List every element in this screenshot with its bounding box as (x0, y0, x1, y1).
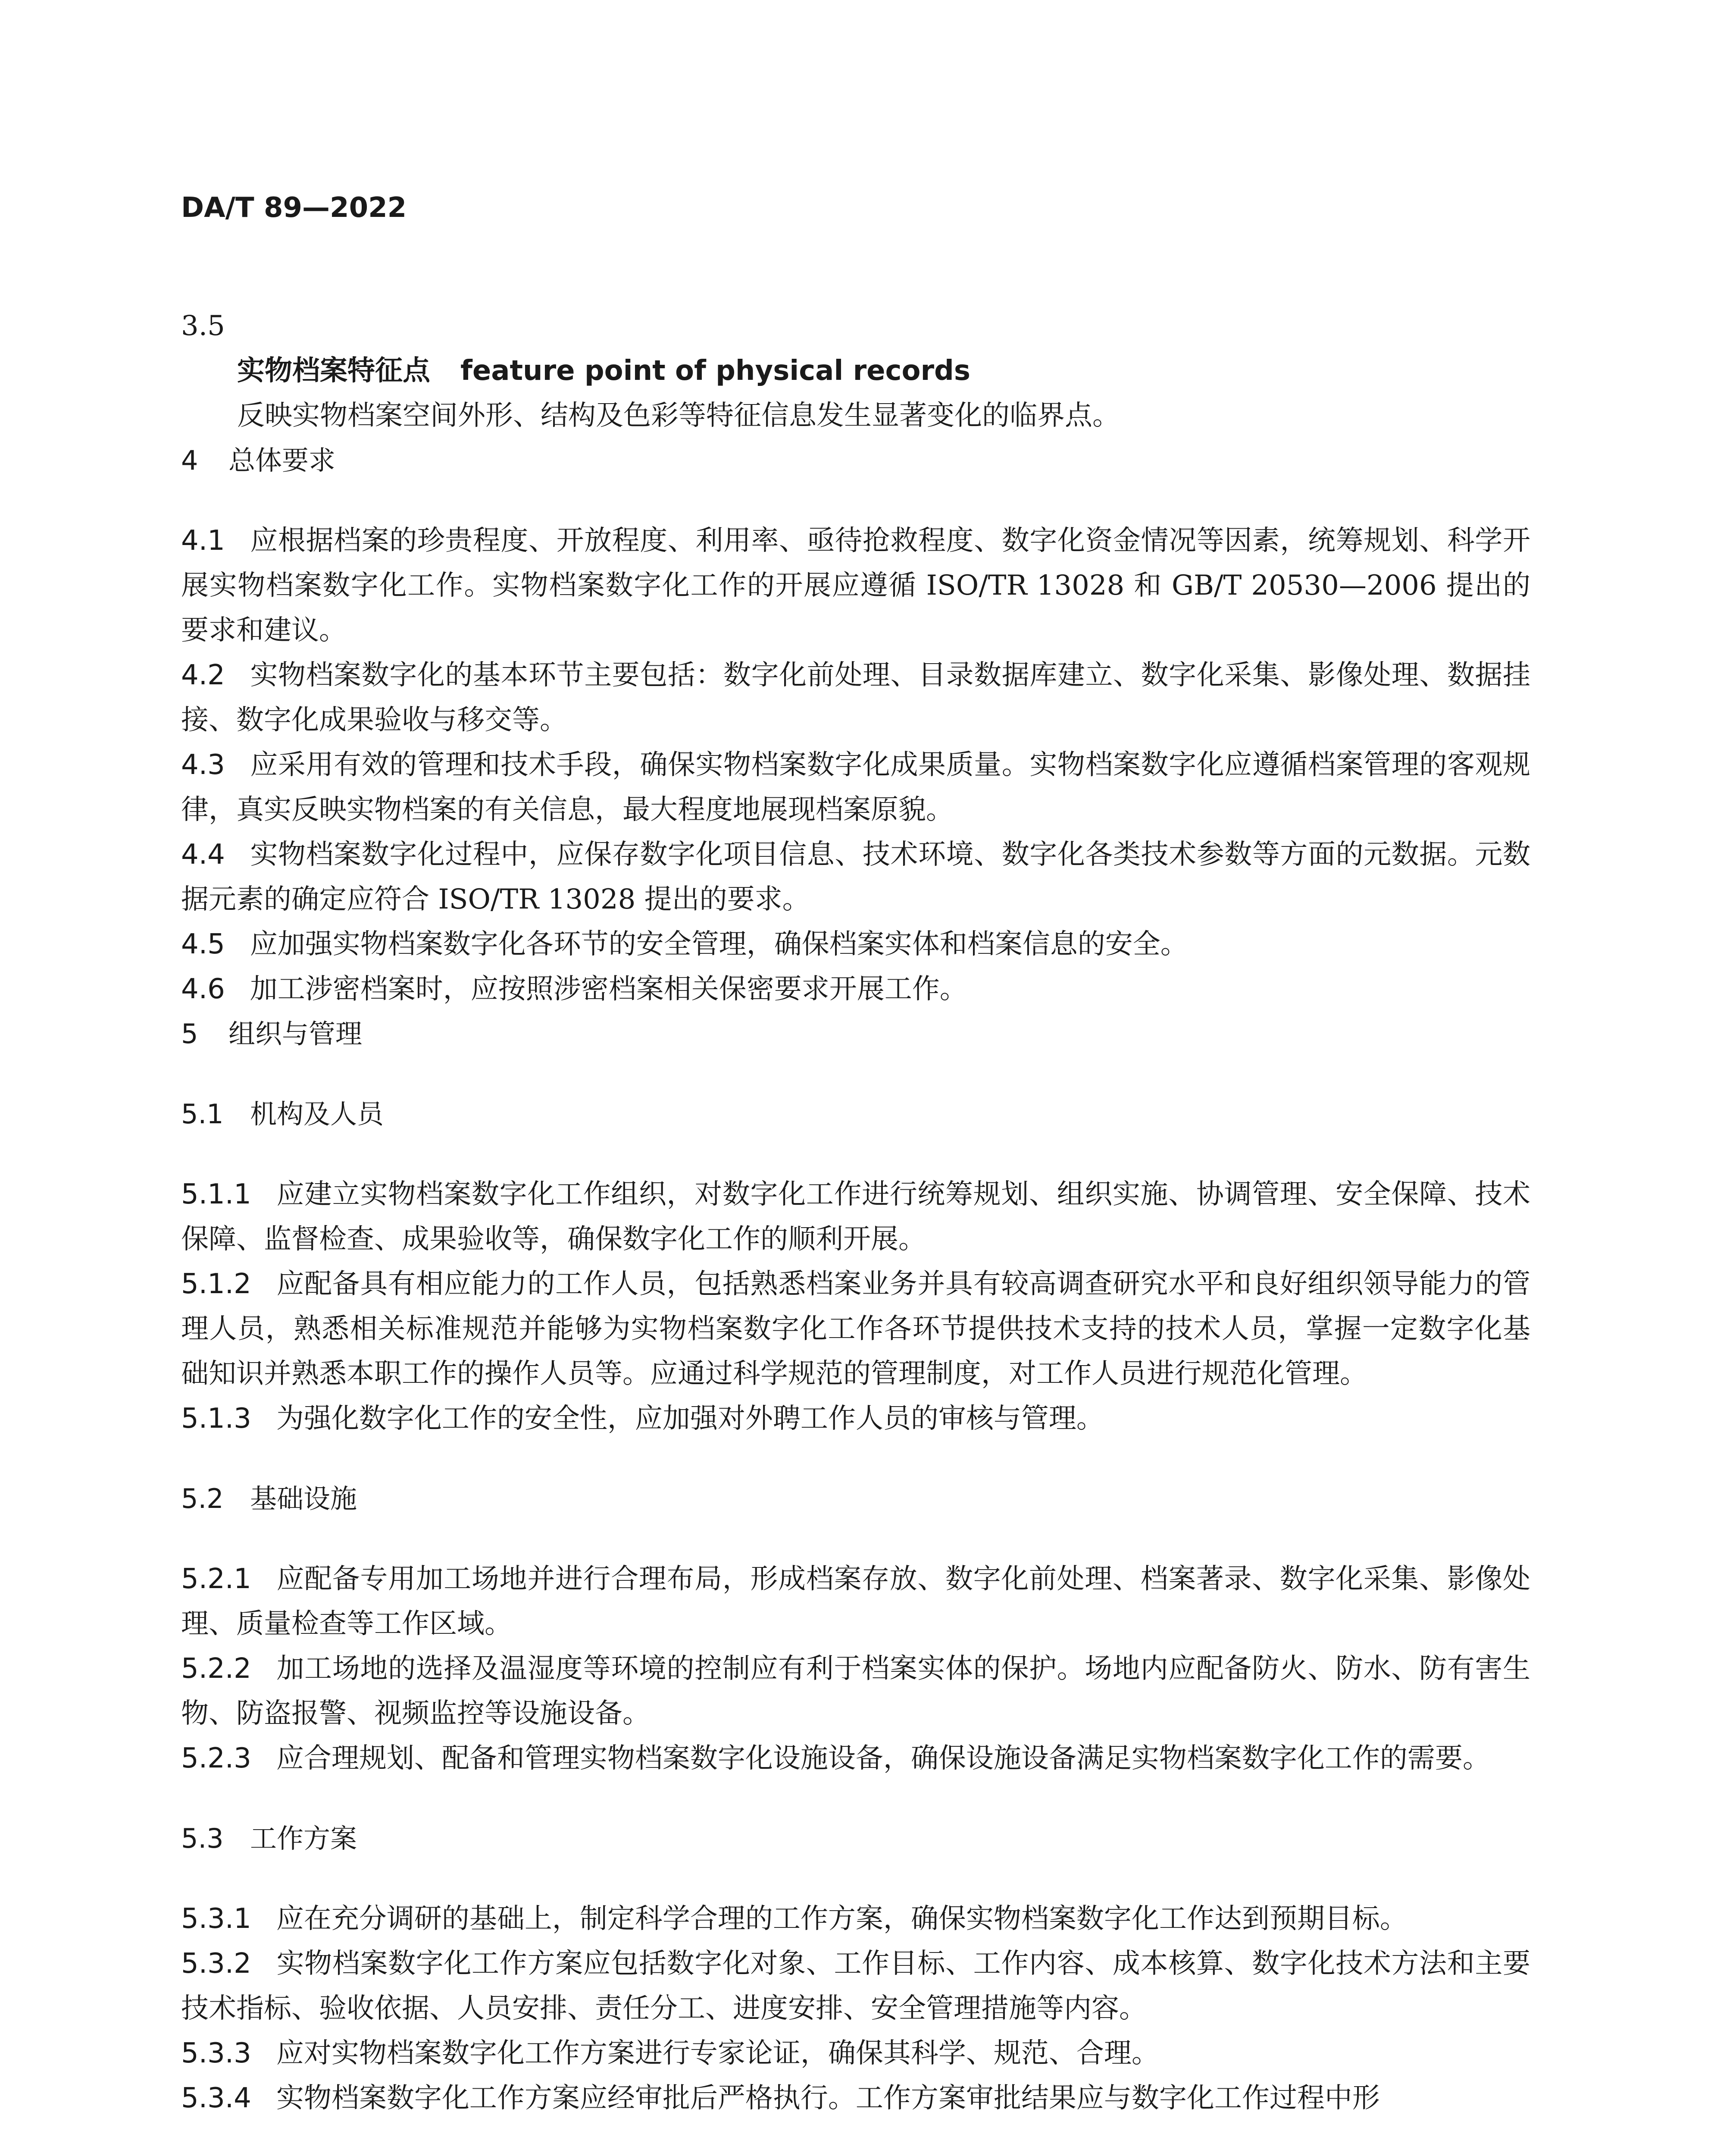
clause-text: 应加强实物档案数字化各环节的安全管理，确保档案实体和档案信息的安全。 (250, 928, 1188, 960)
clause-paragraph (181, 1396, 1530, 1441)
subsection-title: 机构及人员 (250, 1098, 384, 1130)
section-number: 4 (181, 445, 198, 476)
clause-paragraph (181, 1896, 1530, 1941)
subsection-heading (181, 1092, 1530, 1137)
clause-number: 4.6 (181, 973, 225, 1005)
clause-text: 应根据档案的珍贵程度、开放程度、利用率、亟待抢救程度、数字化资金情况等因素，统筹规划、科学开展实物档案数字化工作。实物档案数字化工作的开展应遵循 ISO/TR 13028 和 GB/T 20530—2006 提出的要求和建议。 (181, 525, 1530, 646)
clause-number: 4.5 (181, 928, 225, 960)
definition-term (181, 348, 1530, 393)
clause-text: 加工场地的选择及温湿度等环境的控制应有利于档案实体的保护。场地内应配备防火、防水、防有害生物、防盗报警、视频监控等设施设备。 (181, 1653, 1530, 1730)
clause-paragraph (181, 922, 1530, 967)
subsection-number: 5.1 (181, 1098, 224, 1130)
subsection-number: 5.2 (181, 1483, 224, 1514)
clause-number: 5.2.3 (181, 1742, 251, 1774)
clause-number: 4.4 (181, 839, 225, 871)
clause-paragraph (181, 1646, 1530, 1736)
clause-paragraph (181, 1172, 1530, 1262)
clause-number: 5.1.2 (181, 1268, 251, 1300)
clause-paragraph (181, 1262, 1530, 1396)
clause-paragraph (181, 1557, 1530, 1646)
definition-term-cn: 实物档案特征点 (237, 355, 430, 387)
subsection-number: 5.3 (181, 1823, 224, 1854)
clause-number: 5.3.2 (181, 1948, 251, 1980)
clause-number: 5.3.3 (181, 2037, 251, 2069)
clause-text: 加工涉密档案时，应按照涉密档案相关保密要求开展工作。 (250, 973, 967, 1005)
clause-paragraph (181, 743, 1530, 832)
clause-text: 实物档案数字化工作方案应包括数字化对象、工作目标、工作内容、成本核算、数字化技术方法和主要技术指标、验收依据、人员安排、责任分工、进度安排、安全管理措施等内容。 (181, 1948, 1530, 2024)
clause-paragraph (181, 2076, 1530, 2121)
clause-text: 应建立实物档案数字化工作组织，对数字化工作进行统筹规划、组织实施、协调管理、安全保障、技术保障、监督检查、成果验收等，确保数字化工作的顺利开展。 (181, 1178, 1530, 1255)
clause-text: 实物档案数字化过程中，应保存数字化项目信息、技术环境、数字化各类技术参数等方面的元数据。元数据元素的确定应符合 ISO/TR 13028 提出的要求。 (181, 839, 1530, 915)
subsection-heading (181, 1816, 1530, 1861)
clause-text: 应采用有效的管理和技术手段，确保实物档案数字化成果质量。实物档案数字化应遵循档案管理的客观规律，真实反映实物档案的有关信息，最大程度地展现档案原貌。 (181, 749, 1530, 826)
subsection-title: 工作方案 (250, 1823, 357, 1854)
definition-term-en: feature point of physical records (460, 355, 970, 387)
page-content (181, 185, 1530, 2121)
clause-text: 实物档案数字化的基本环节主要包括：数字化前处理、目录数据库建立、数字化采集、影像处理、数据挂接、数字化成果验收与移交等。 (181, 659, 1530, 736)
clause-number: 4.2 (181, 659, 225, 691)
clause-text: 应配备具有相应能力的工作人员，包括熟悉档案业务并具有较高调查研究水平和良好组织领导能力的管理人员，熟悉相关标准规范并能够为实物档案数字化工作各环节提供技术支持的技术人员，掌握一定数字化基础知识并熟悉本职工作的操作人员等。应通过科学规范的管理制度，对工作人员进行规范化管理。 (181, 1268, 1530, 1390)
clause-number: 5.3.4 (181, 2082, 251, 2114)
clause-text: 应在充分调研的基础上，制定科学合理的工作方案，确保实物档案数字化工作达到预期目标。 (276, 1903, 1408, 1935)
clause-number: 5.1.3 (181, 1403, 251, 1435)
clause-text: 实物档案数字化工作方案应经审批后严格执行。工作方案审批结果应与数字化工作过程中形 (276, 2082, 1380, 2114)
clause-number: 5.1.1 (181, 1178, 251, 1210)
clause-paragraph (181, 967, 1530, 1012)
clause-number: 5.2.1 (181, 1563, 251, 1595)
definition-text: 反映实物档案空间外形、结构及色彩等特征信息发生显著变化的临界点。 (237, 400, 1120, 432)
section-heading (181, 1012, 1530, 1056)
clause-number: 4.1 (181, 525, 225, 557)
clause-number: 5.3.1 (181, 1903, 251, 1935)
section-title: 总体要求 (228, 445, 336, 476)
clause-text: 应合理规划、配备和管理实物档案数字化设施设备，确保设施设备满足实物档案数字化工作的需要。 (276, 1742, 1490, 1774)
definition-number: 3.5 (181, 310, 225, 342)
clause-paragraph (181, 518, 1530, 653)
clause-number: 5.2.2 (181, 1653, 251, 1685)
clause-paragraph (181, 1736, 1530, 1781)
document-code: DA/T 89—2022 (181, 192, 407, 224)
clause-text: 应配备专用加工场地并进行合理布局，形成档案存放、数字化前处理、档案著录、数字化采集、影像处理、质量检查等工作区域。 (181, 1563, 1530, 1640)
section-title: 组织与管理 (228, 1018, 363, 1050)
clause-paragraph (181, 2031, 1530, 2076)
subsection-heading (181, 1476, 1530, 1521)
clause-number: 4.3 (181, 749, 225, 781)
clause-text: 为强化数字化工作的安全性，应加强对外聘工作人员的审核与管理。 (276, 1403, 1104, 1435)
subsection-title: 基础设施 (250, 1483, 357, 1514)
clause-paragraph (181, 1941, 1530, 2031)
section-heading (181, 438, 1530, 483)
clause-text: 应对实物档案数字化工作方案进行专家论证，确保其科学、规范、合理。 (276, 2037, 1159, 2069)
clause-paragraph (181, 832, 1530, 922)
clause-paragraph (181, 653, 1530, 743)
section-number: 5 (181, 1018, 198, 1050)
